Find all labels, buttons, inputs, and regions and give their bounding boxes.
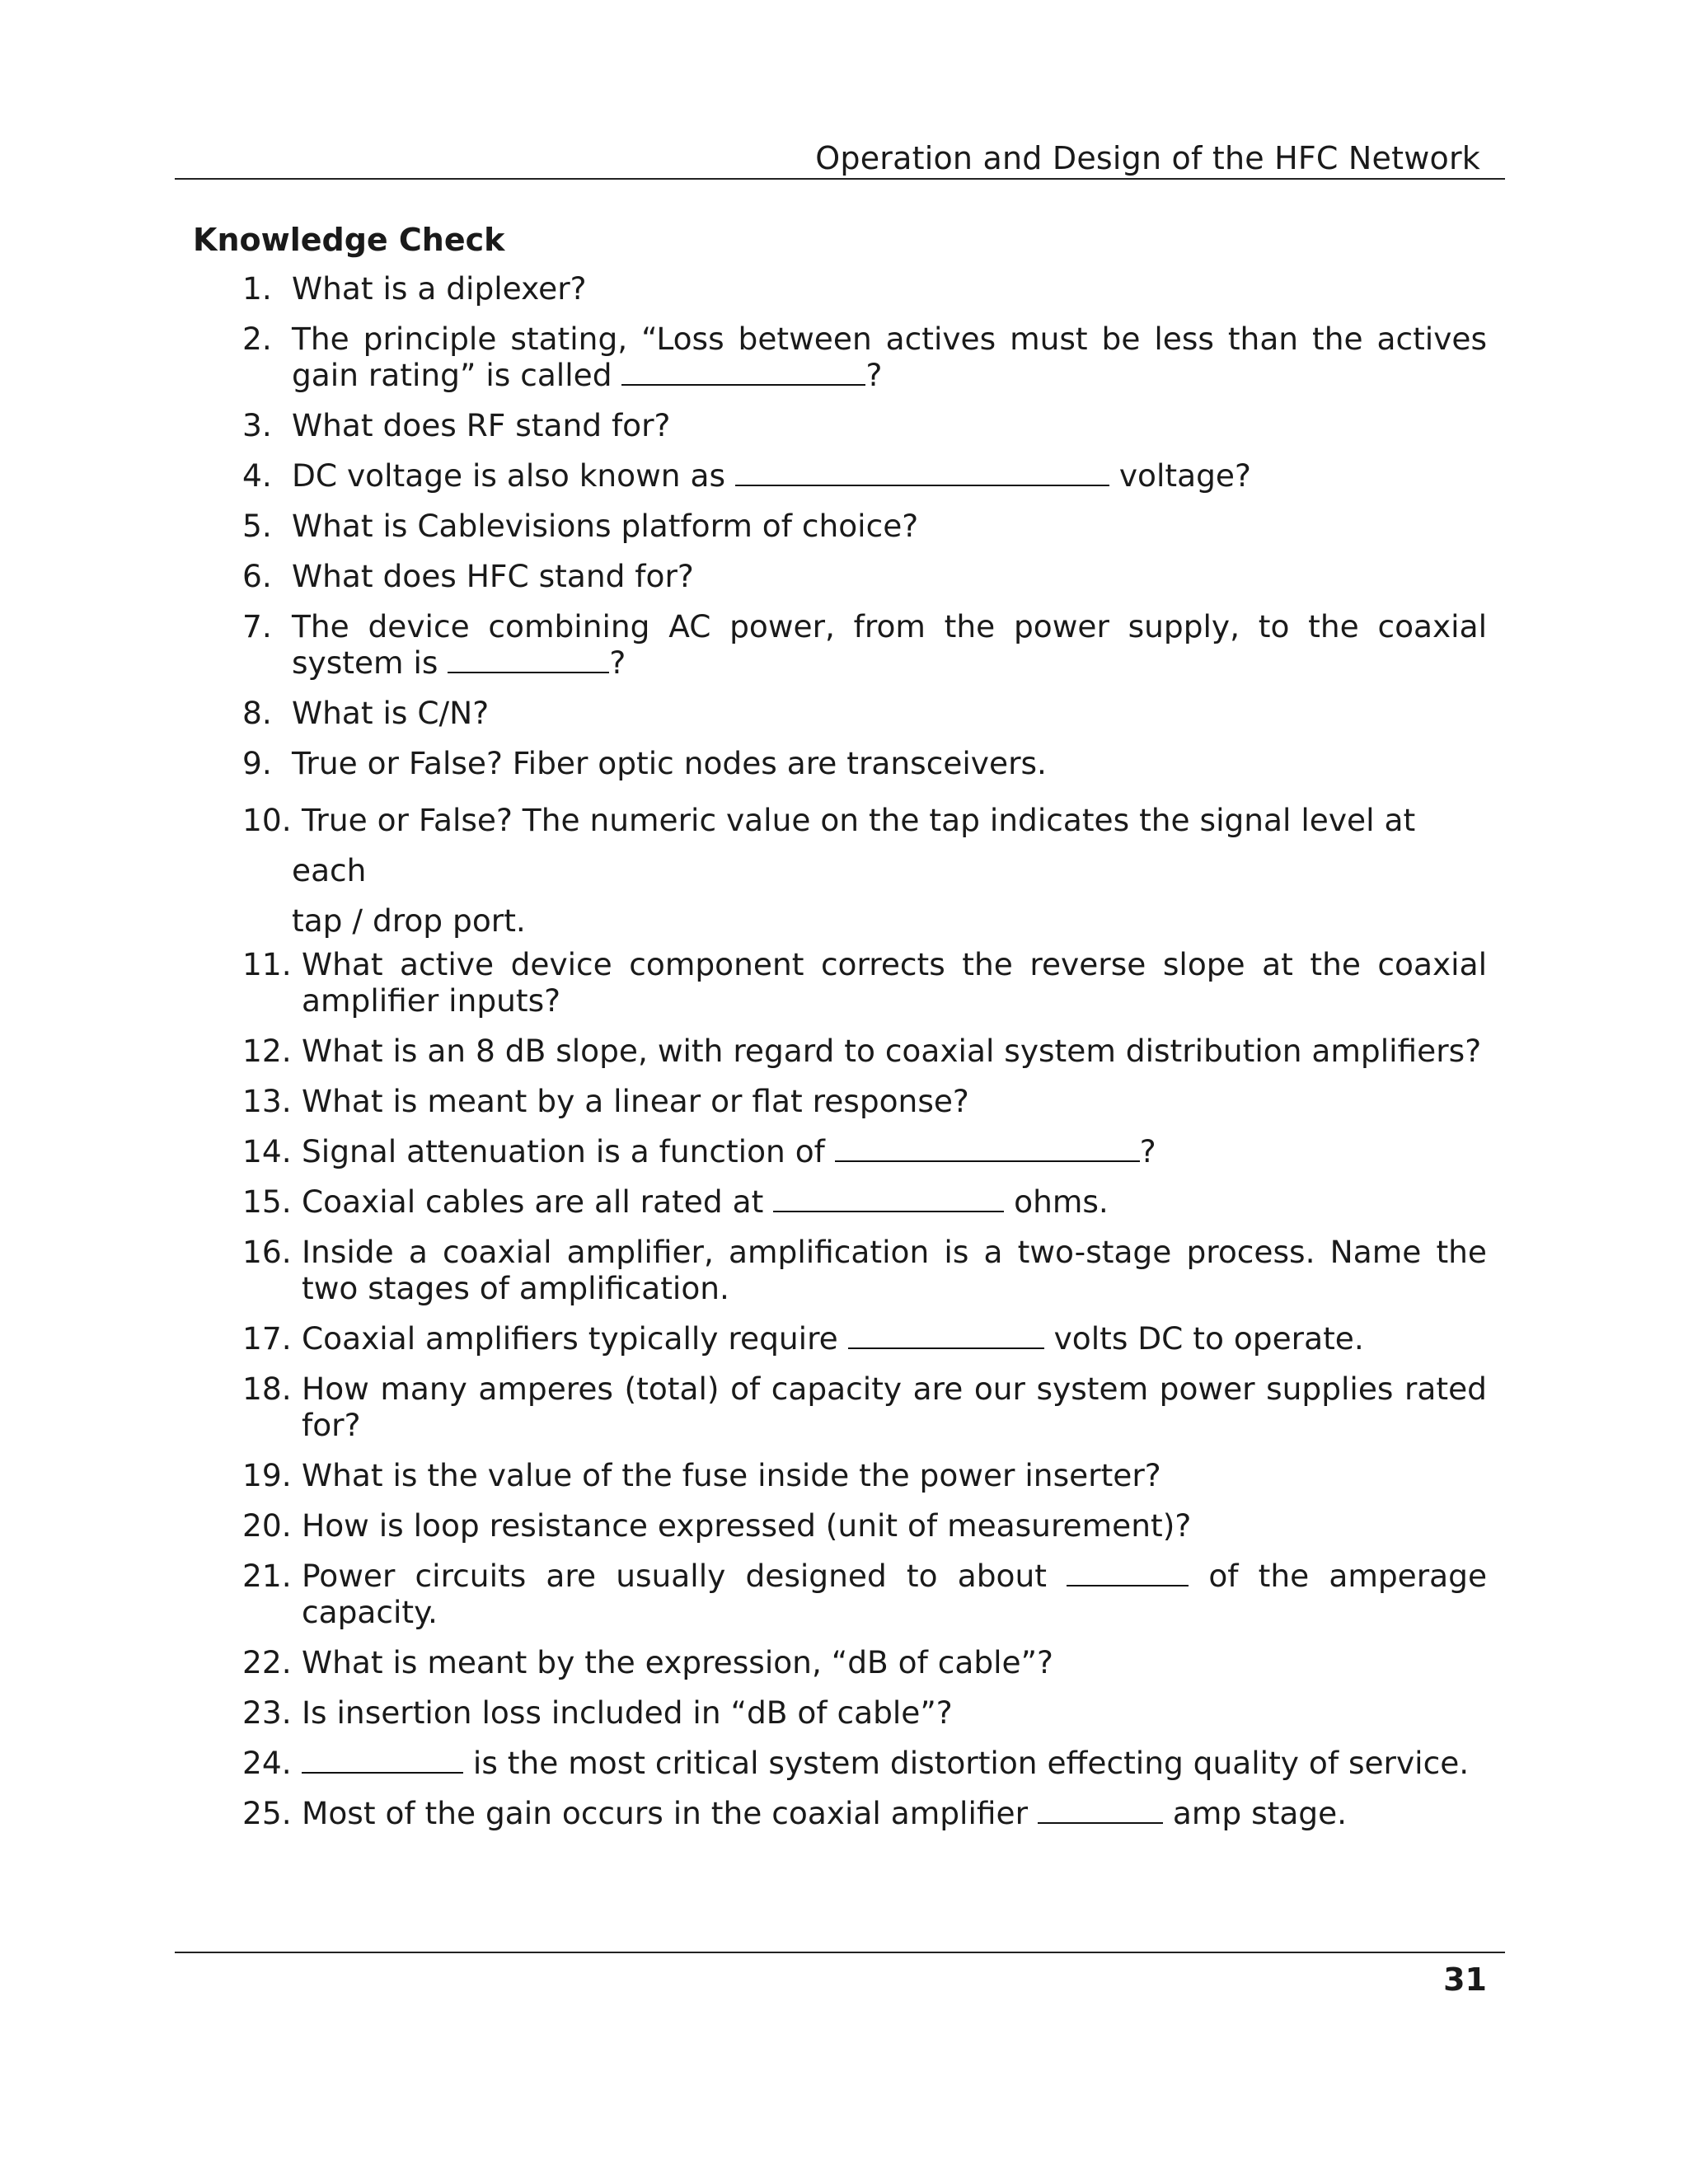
question-text-after: ? [609,644,626,681]
question-12 [242,1033,1487,1069]
question-text: The device combining AC power, from the power supply, to the coaxial system is [292,608,1487,681]
question-number: 3. [242,407,272,443]
question-number: 11. [242,946,292,982]
page-number: 31 [1443,1961,1487,1998]
question-text-after: volts DC to operate. [1053,1320,1364,1357]
question-text: What is meant by a linear or flat response? [302,1083,969,1119]
question-number: 10. [242,802,292,838]
question-number: 25. [242,1795,292,1831]
answer-blank [848,1323,1044,1349]
question-1 [242,270,1487,307]
question-21 [242,1558,1487,1630]
running-head: Operation and Design of the HFC Network [815,140,1480,176]
question-number: 20. [242,1507,292,1544]
question-number: 12. [242,1033,292,1069]
question-text: How many amperes (total) of capacity are our system power supplies rated for? [302,1371,1487,1443]
question-number: 18. [242,1371,292,1407]
question-number: 19. [242,1457,292,1493]
question-text: What active device component corrects the reverse slope at the coaxial amplifier inputs? [302,946,1487,1019]
question-13 [242,1083,1487,1119]
question-number: 2. [242,321,272,357]
question-9 [242,745,1487,781]
question-text: Coaxial cables are all rated at [302,1183,764,1220]
question-2 [242,321,1487,393]
question-14 [242,1133,1487,1169]
question-5 [242,508,1487,544]
question-text-after: is the most critical system distortion effecting quality of service. [472,1745,1470,1781]
question-number: 1. [242,270,272,307]
question-number: 5. [242,508,272,544]
question-number: 8. [242,695,272,731]
question-17 [242,1320,1487,1357]
answer-blank [621,359,865,386]
question-text-continued: tap / drop port. [292,902,526,939]
question-10 [242,795,1487,946]
question-text-after: of the amperage capacity. [302,1558,1488,1630]
question-text: Signal attenuation is a function of [302,1133,825,1169]
page-header [175,138,1505,180]
question-text: DC voltage is also known as [292,457,725,494]
question-16 [242,1234,1487,1306]
question-text: How is loop resistance expressed (unit of measurement)? [302,1507,1192,1544]
question-number: 21. [242,1558,292,1594]
question-25 [242,1795,1487,1831]
question-text: What is C/N? [292,695,490,731]
question-22 [242,1644,1487,1680]
question-text-after: ? [1139,1133,1156,1169]
question-text: True or False? The numeric value on the tap indicates the signal level at each [292,802,1416,888]
page-footer [175,1952,1505,1998]
section-title: Knowledge Check [193,222,505,258]
question-number: 14. [242,1133,292,1169]
question-text: Is insertion loss included in “dB of cable”? [302,1694,953,1731]
question-text: True or False? Fiber optic nodes are transceivers. [292,745,1047,781]
question-number: 24. [242,1745,292,1781]
question-number: 23. [242,1694,292,1731]
question-text-after: amp stage. [1172,1795,1348,1831]
answer-blank [1038,1797,1163,1824]
question-8 [242,695,1487,731]
answer-blank [735,460,1109,486]
question-24 [242,1745,1487,1781]
question-4 [242,457,1487,494]
question-number: 13. [242,1083,292,1119]
question-text: What is Cablevisions platform of choice? [292,508,919,544]
question-number: 7. [242,608,272,644]
question-text: Coaxial amplifiers typically require [302,1320,838,1357]
question-18 [242,1371,1487,1443]
question-text: The principle stating, “Loss between actives must be less than the actives gain rating” is called [292,321,1487,393]
question-number: 4. [242,457,272,494]
question-number: 17. [242,1320,292,1357]
question-text: What is the value of the fuse inside the power inserter? [302,1457,1161,1493]
answer-blank [448,647,609,673]
question-text-after: ohms. [1014,1183,1109,1220]
question-6 [242,558,1487,594]
question-number: 22. [242,1644,292,1680]
question-23 [242,1694,1487,1731]
question-text: What does HFC stand for? [292,558,694,594]
answer-blank [835,1136,1140,1162]
question-text-after: ? [865,357,883,393]
question-11 [242,946,1487,1019]
answer-blank [302,1747,463,1774]
answer-blank [1067,1560,1189,1586]
question-15 [242,1183,1487,1220]
question-20 [242,1507,1487,1544]
question-text: Inside a coaxial amplifier, amplification is a two-stage process. Name the two stages of amplification. [302,1234,1487,1306]
question-text: What is an 8 dB slope, with regard to coaxial system distribution amplifiers? [302,1033,1482,1069]
question-list [242,270,1487,1845]
answer-blank [773,1186,1004,1212]
question-7 [242,608,1487,681]
question-text: What does RF stand for? [292,407,671,443]
question-text-after: voltage? [1118,457,1251,494]
question-text: Most of the gain occurs in the coaxial amplifier [302,1795,1028,1831]
question-text: Power circuits are usually designed to about [302,1558,1047,1594]
question-text: What is a diplexer? [292,270,587,307]
question-number: 16. [242,1234,292,1270]
question-number: 9. [242,745,272,781]
question-number: 6. [242,558,272,594]
question-3 [242,407,1487,443]
question-text: What is meant by the expression, “dB of cable”? [302,1644,1053,1680]
question-19 [242,1457,1487,1493]
question-number: 15. [242,1183,292,1220]
